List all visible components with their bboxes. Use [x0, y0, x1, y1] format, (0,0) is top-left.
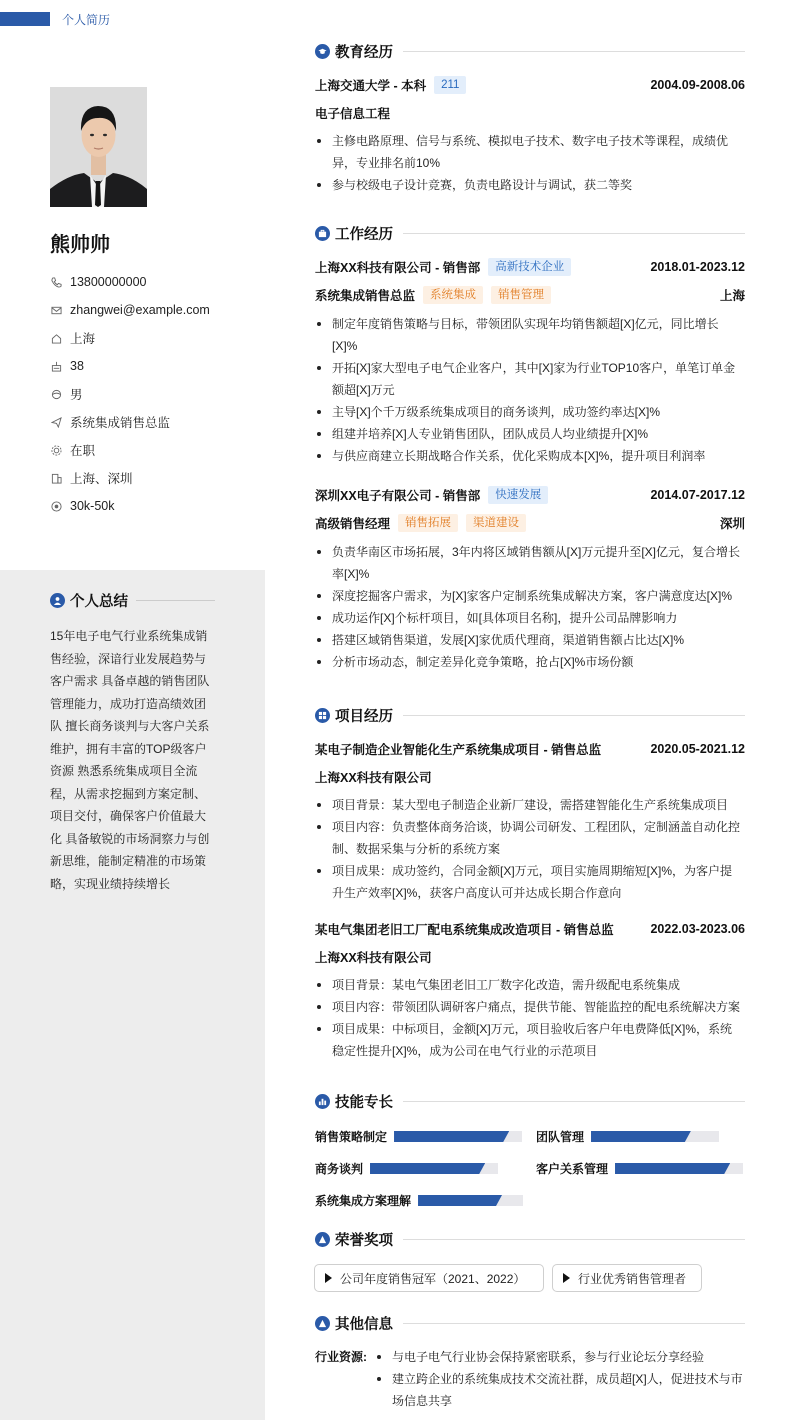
list-item: 参与校级电子设计竞赛，负责电路设计与调试，获二等奖 — [315, 174, 743, 196]
other-section-title: 其他信息 — [315, 1313, 745, 1334]
project-company-row — [315, 768, 745, 786]
skill-name: 商务谈判 — [315, 1162, 364, 1176]
contact-info-list — [50, 268, 210, 520]
job-role-row — [315, 286, 745, 304]
info-text: zhangwei@example.com — [70, 303, 210, 317]
skill-item — [536, 1128, 719, 1145]
project-date: 2022.03-2023.06 — [650, 922, 745, 936]
project-header-row — [315, 920, 745, 938]
school-name: 上海交通大学 - 本科 — [315, 79, 427, 93]
list-item: 与电子电气行业协会保持紧密联系，参与行业论坛分享经验 — [375, 1346, 743, 1368]
company-tag: 快速发展 — [488, 486, 548, 504]
info-gender — [50, 380, 210, 408]
list-item: 分析市场动态，制定差异化竞争策略，抢占[X]%市场份额 — [315, 651, 743, 673]
skill-item — [536, 1160, 743, 1177]
home-icon — [50, 332, 62, 344]
info-phone — [50, 268, 210, 296]
award-icon — [315, 1232, 330, 1247]
skill-tag: 销售管理 — [491, 286, 551, 304]
list-item: 与供应商建立长期战略合作关系，优化采购成本[X]%，提升项目利润率 — [315, 445, 743, 467]
job-role: 系统集成销售总监 — [315, 289, 416, 303]
job-role: 高级销售经理 — [315, 517, 391, 531]
info-cities — [50, 464, 210, 492]
skill-bar-fill — [615, 1163, 730, 1174]
job-date: 2018.01-2023.12 — [650, 260, 745, 274]
job-bullets — [315, 541, 743, 673]
info-text: 在职 — [70, 444, 96, 458]
list-item: 负责华南区市场拓展，3年内将区域销售额从[X]万元提升至[X]亿元，复合增长率[X]% — [315, 541, 743, 585]
status-icon — [50, 444, 62, 456]
age-icon — [50, 360, 62, 372]
avatar — [50, 87, 147, 207]
skill-name: 系统集成方案理解 — [315, 1194, 412, 1208]
project-name: 某电气集团老旧工厂配电系统集成改造项目 - 销售总监 — [315, 923, 614, 937]
projects-section-title: 项目经历 — [315, 705, 745, 726]
project-header-row — [315, 740, 745, 758]
education-section-title: 教育经历 — [315, 41, 745, 62]
work-section-title: 工作经历 — [315, 223, 745, 244]
user-icon — [50, 593, 65, 608]
candidate-name: 熊帅帅 — [50, 234, 110, 256]
project-date: 2020.05-2021.12 — [650, 742, 745, 756]
skill-bar-fill — [370, 1163, 485, 1174]
skill-item — [315, 1192, 523, 1209]
list-item: 项目成果：中标项目，金额[X]万元，项目验收后客户年电费降低[X]%，系统稳定性提升[X]%，成为公司在电气行业的示范项目 — [315, 1018, 743, 1062]
phone-icon — [50, 276, 62, 288]
list-item: 项目内容：带领团队调研客户痛点，提供节能、智能监控的配电系统解决方案 — [315, 996, 743, 1018]
info-text: 30k-50k — [70, 499, 115, 513]
award-chip — [552, 1264, 702, 1292]
list-item: 项目背景：某大型电子制造企业新厂建设，需搭建智能化生产系统集成项目 — [315, 794, 743, 816]
salary-icon — [50, 500, 62, 512]
school-tag: 211 — [434, 76, 466, 94]
header-accent-bar — [0, 12, 50, 26]
bar-chart-icon — [315, 1094, 330, 1109]
list-item: 项目成果：成功签约，合同金额[X]万元，项目实施周期缩短[X]%，为客户提升生产效率[X]%，获客户高度认可并达成长期合作意向 — [315, 860, 743, 904]
summary-text: 15年电子电气行业系统集成销售经验，深谙行业发展趋势与客户需求 具备卓越的销售团队管理能力，成功打造高绩效团队 擅长商务谈判与大客户关系维护，拥有丰富的TOP级客户资源 熟悉系统集成项目全流程，从需求挖掘到方案定制、项目交付，确保客户价值最大化 具备敏锐的市场洞察力与创新思维，能制定精准的市场策略，实现业绩持续增长 — [50, 629, 210, 891]
award-chip — [314, 1264, 544, 1292]
company-name: 上海XX科技有限公司 - 销售部 — [315, 261, 481, 275]
info-text: 上海、深圳 — [70, 472, 133, 486]
award-name: 行业优秀销售管理者 — [578, 1271, 687, 1286]
summary-section-title: 个人总结 — [50, 590, 215, 611]
gender-icon — [50, 388, 62, 400]
skill-name: 客户关系管理 — [536, 1162, 609, 1176]
skill-tag: 销售拓展 — [398, 514, 458, 532]
list-item: 项目背景：某电气集团老旧工厂数字化改造，需升级配电系统集成 — [315, 974, 743, 996]
skill-tag: 系统集成 — [423, 286, 483, 304]
project-bullets — [315, 794, 743, 904]
job-header-row — [315, 486, 745, 504]
company-tag: 高新技术企业 — [488, 258, 571, 276]
graduation-cap-icon — [315, 44, 330, 59]
building-icon — [50, 472, 62, 484]
award-icon — [315, 1316, 330, 1331]
info-text: 男 — [70, 388, 83, 402]
project-company: 上海XX科技有限公司 — [315, 951, 432, 965]
skill-bar — [370, 1163, 498, 1174]
skill-name: 销售策略制定 — [315, 1130, 388, 1144]
skill-bar — [591, 1131, 719, 1142]
info-salary — [50, 492, 210, 520]
job-city: 深圳 — [719, 517, 745, 531]
job-header-row — [315, 258, 745, 276]
skills-section-title: 技能专长 — [315, 1091, 745, 1112]
education-major-row — [315, 104, 745, 122]
project-company-row — [315, 948, 745, 966]
job-city: 上海 — [719, 289, 745, 303]
send-icon — [50, 416, 62, 428]
info-email — [50, 296, 210, 324]
skill-bar — [418, 1195, 523, 1206]
project-name: 某电子制造企业智能化生产系统集成项目 - 销售总监 — [315, 743, 602, 757]
info-location — [50, 324, 210, 352]
play-icon — [563, 1273, 570, 1283]
list-item: 组建并培养[X]人专业销售团队，团队成员人均业绩提升[X]% — [315, 423, 743, 445]
job-role-row — [315, 514, 745, 532]
info-age — [50, 352, 210, 380]
mail-icon — [50, 304, 62, 316]
info-status — [50, 436, 210, 464]
list-item: 建立跨企业的系统集成技术交流社群，成员超[X]人，促进技术与市场信息共享 — [375, 1368, 743, 1412]
job-date: 2014.07-2017.12 — [650, 488, 745, 502]
job-bullets — [315, 313, 743, 467]
info-position — [50, 408, 210, 436]
education-header-row — [315, 76, 745, 94]
list-item: 主修电路原理、信号与系统、模拟电子技术、数字电子技术等课程，成绩优异，专业排名前10% — [315, 130, 743, 174]
list-item: 项目内容：负责整体商务洽谈，协调公司研发、工程团队，定制涵盖自动化控制、数据采集与分析的系统方案 — [315, 816, 743, 860]
skill-tag: 渠道建设 — [466, 514, 526, 532]
skill-bar-fill — [591, 1131, 691, 1142]
briefcase-icon — [315, 226, 330, 241]
info-text: 系统集成销售总监 — [70, 416, 171, 430]
skill-bar-fill — [394, 1131, 509, 1142]
play-icon — [325, 1273, 332, 1283]
other-label: 行业资源: — [315, 1350, 367, 1364]
skill-name: 团队管理 — [536, 1130, 585, 1144]
other-bullets — [375, 1346, 743, 1412]
skill-item — [315, 1128, 522, 1145]
info-text: 13800000000 — [70, 275, 147, 289]
major: 电子信息工程 — [315, 107, 391, 121]
list-item: 搭建区域销售渠道，发展[X]家优质代理商，渠道销售额占比达[X]% — [315, 629, 743, 651]
company-name: 深圳XX电子有限公司 - 销售部 — [315, 489, 481, 503]
info-text: 38 — [70, 359, 84, 373]
award-name: 公司年度销售冠军（2021、2022） — [340, 1271, 526, 1286]
skill-bar-fill — [418, 1195, 502, 1206]
awards-section-title: 荣誉奖项 — [315, 1229, 745, 1250]
list-item: 开拓[X]家大型电子电气企业客户，其中[X]家为行业TOP10客户，单笔订单金额超[X]万元 — [315, 357, 743, 401]
list-item: 成功运作[X]个标杆项目，如[具体项目名称]，提升公司品牌影响力 — [315, 607, 743, 629]
header-label: 个人简历 — [62, 13, 111, 27]
grid-icon — [315, 708, 330, 723]
list-item: 主导[X]个千万级系统集成项目的商务谈判，成功签约率达[X]% — [315, 401, 743, 423]
list-item: 深度挖掘客户需求，为[X]家客户定制系统集成解决方案，客户满意度达[X]% — [315, 585, 743, 607]
skill-bar — [615, 1163, 743, 1174]
list-item: 制定年度销售策略与目标，带领团队实现年均销售额超[X]亿元，同比增长[X]% — [315, 313, 743, 357]
education-date: 2004.09-2008.06 — [650, 78, 745, 92]
info-text: 上海 — [70, 332, 96, 346]
education-bullets — [315, 130, 743, 196]
project-company: 上海XX科技有限公司 — [315, 771, 432, 785]
skill-bar — [394, 1131, 522, 1142]
skill-item — [315, 1160, 498, 1177]
project-bullets — [315, 974, 743, 1062]
